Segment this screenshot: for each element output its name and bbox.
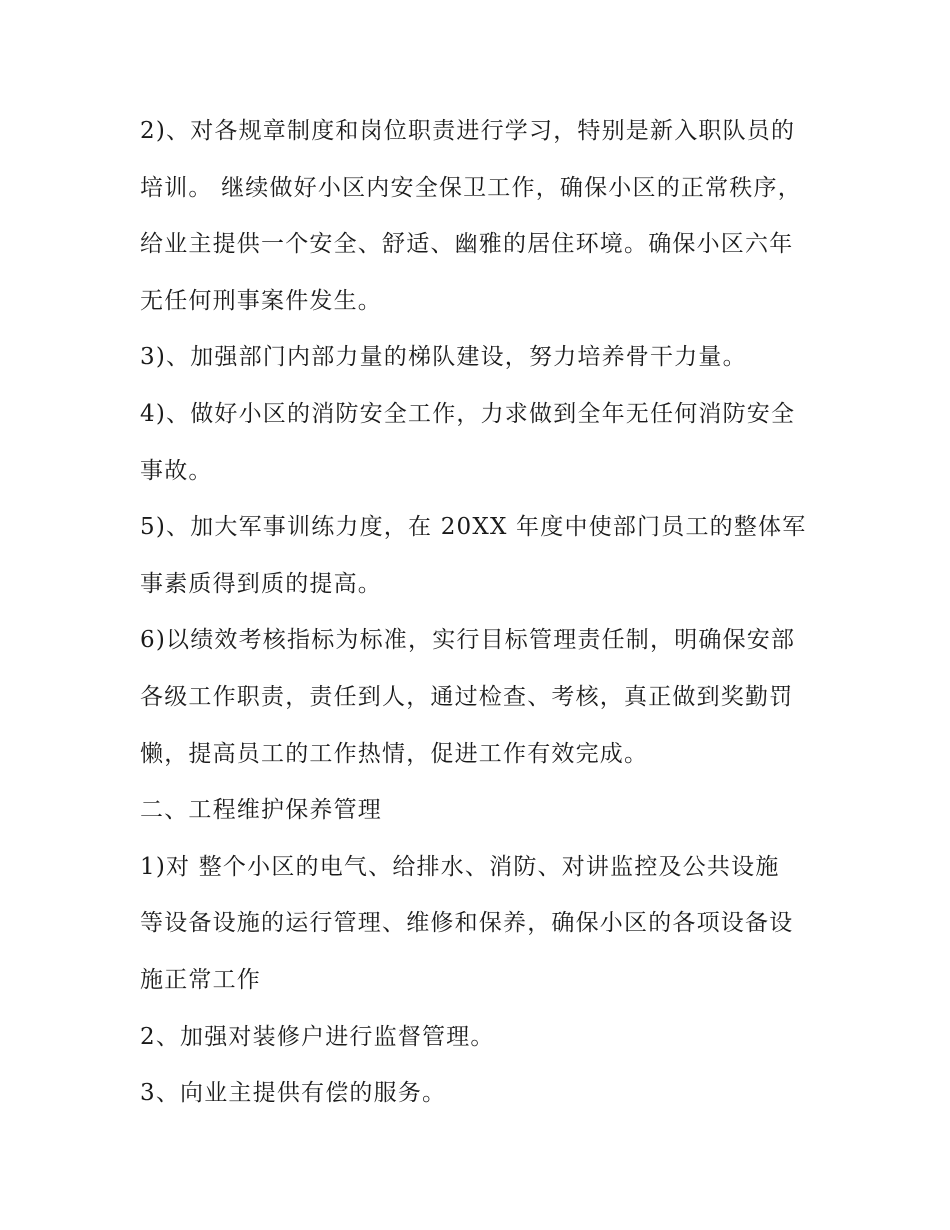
text-line: 3)、加强部门内部力量的梯队建设，努力培养骨干力量。 [140, 344, 747, 371]
text-line: 给业主提供一个安全、舒适、幽雅的居住环境。确保小区六年 [140, 231, 794, 258]
text-line: 4)、做好小区的消防安全工作，力求做到全年无任何消防安全 [140, 400, 796, 427]
text-line: 2)、对各规章制度和岗位职责进行学习，特别是新入职队员的 [140, 118, 796, 144]
text-line: 施正常工作 [140, 966, 261, 993]
text-line: 懒，提高员工的工作热情，促进工作有效完成。 [140, 740, 649, 767]
text-line: 无任何刑事案件发生。 [140, 287, 382, 314]
text-line: 5)、加大军事训练力度，在 20XX 年度中使部门员工的整体军 [140, 514, 807, 541]
text-line: 各级工作职责，责任到人，通过检查、考核，真正做到奖勤罚 [140, 683, 794, 710]
text-line: 2、加强对装修户进行监督管理。 [140, 1023, 495, 1050]
text-line: 事素质得到质的提高。 [140, 570, 382, 597]
text-line: 6)以绩效考核指标为标准，实行目标管理责任制，明确保安部 [140, 627, 796, 654]
text-line: 1)对 整个小区的电气、给排水、消防、对讲监控及公共设施 [140, 853, 780, 880]
text-line: 等设备设施的运行管理、维修和保养，确保小区的各项设备设 [140, 910, 794, 937]
section-heading: 二、工程维护保养管理 [140, 797, 382, 824]
document-body [140, 103, 820, 1122]
text-line: 3、向业主提供有偿的服务。 [140, 1080, 447, 1107]
text-line: 培训。 继续做好小区内安全保卫工作，确保小区的正常秩序， [140, 174, 802, 201]
text-line: 事故。 [140, 457, 213, 484]
